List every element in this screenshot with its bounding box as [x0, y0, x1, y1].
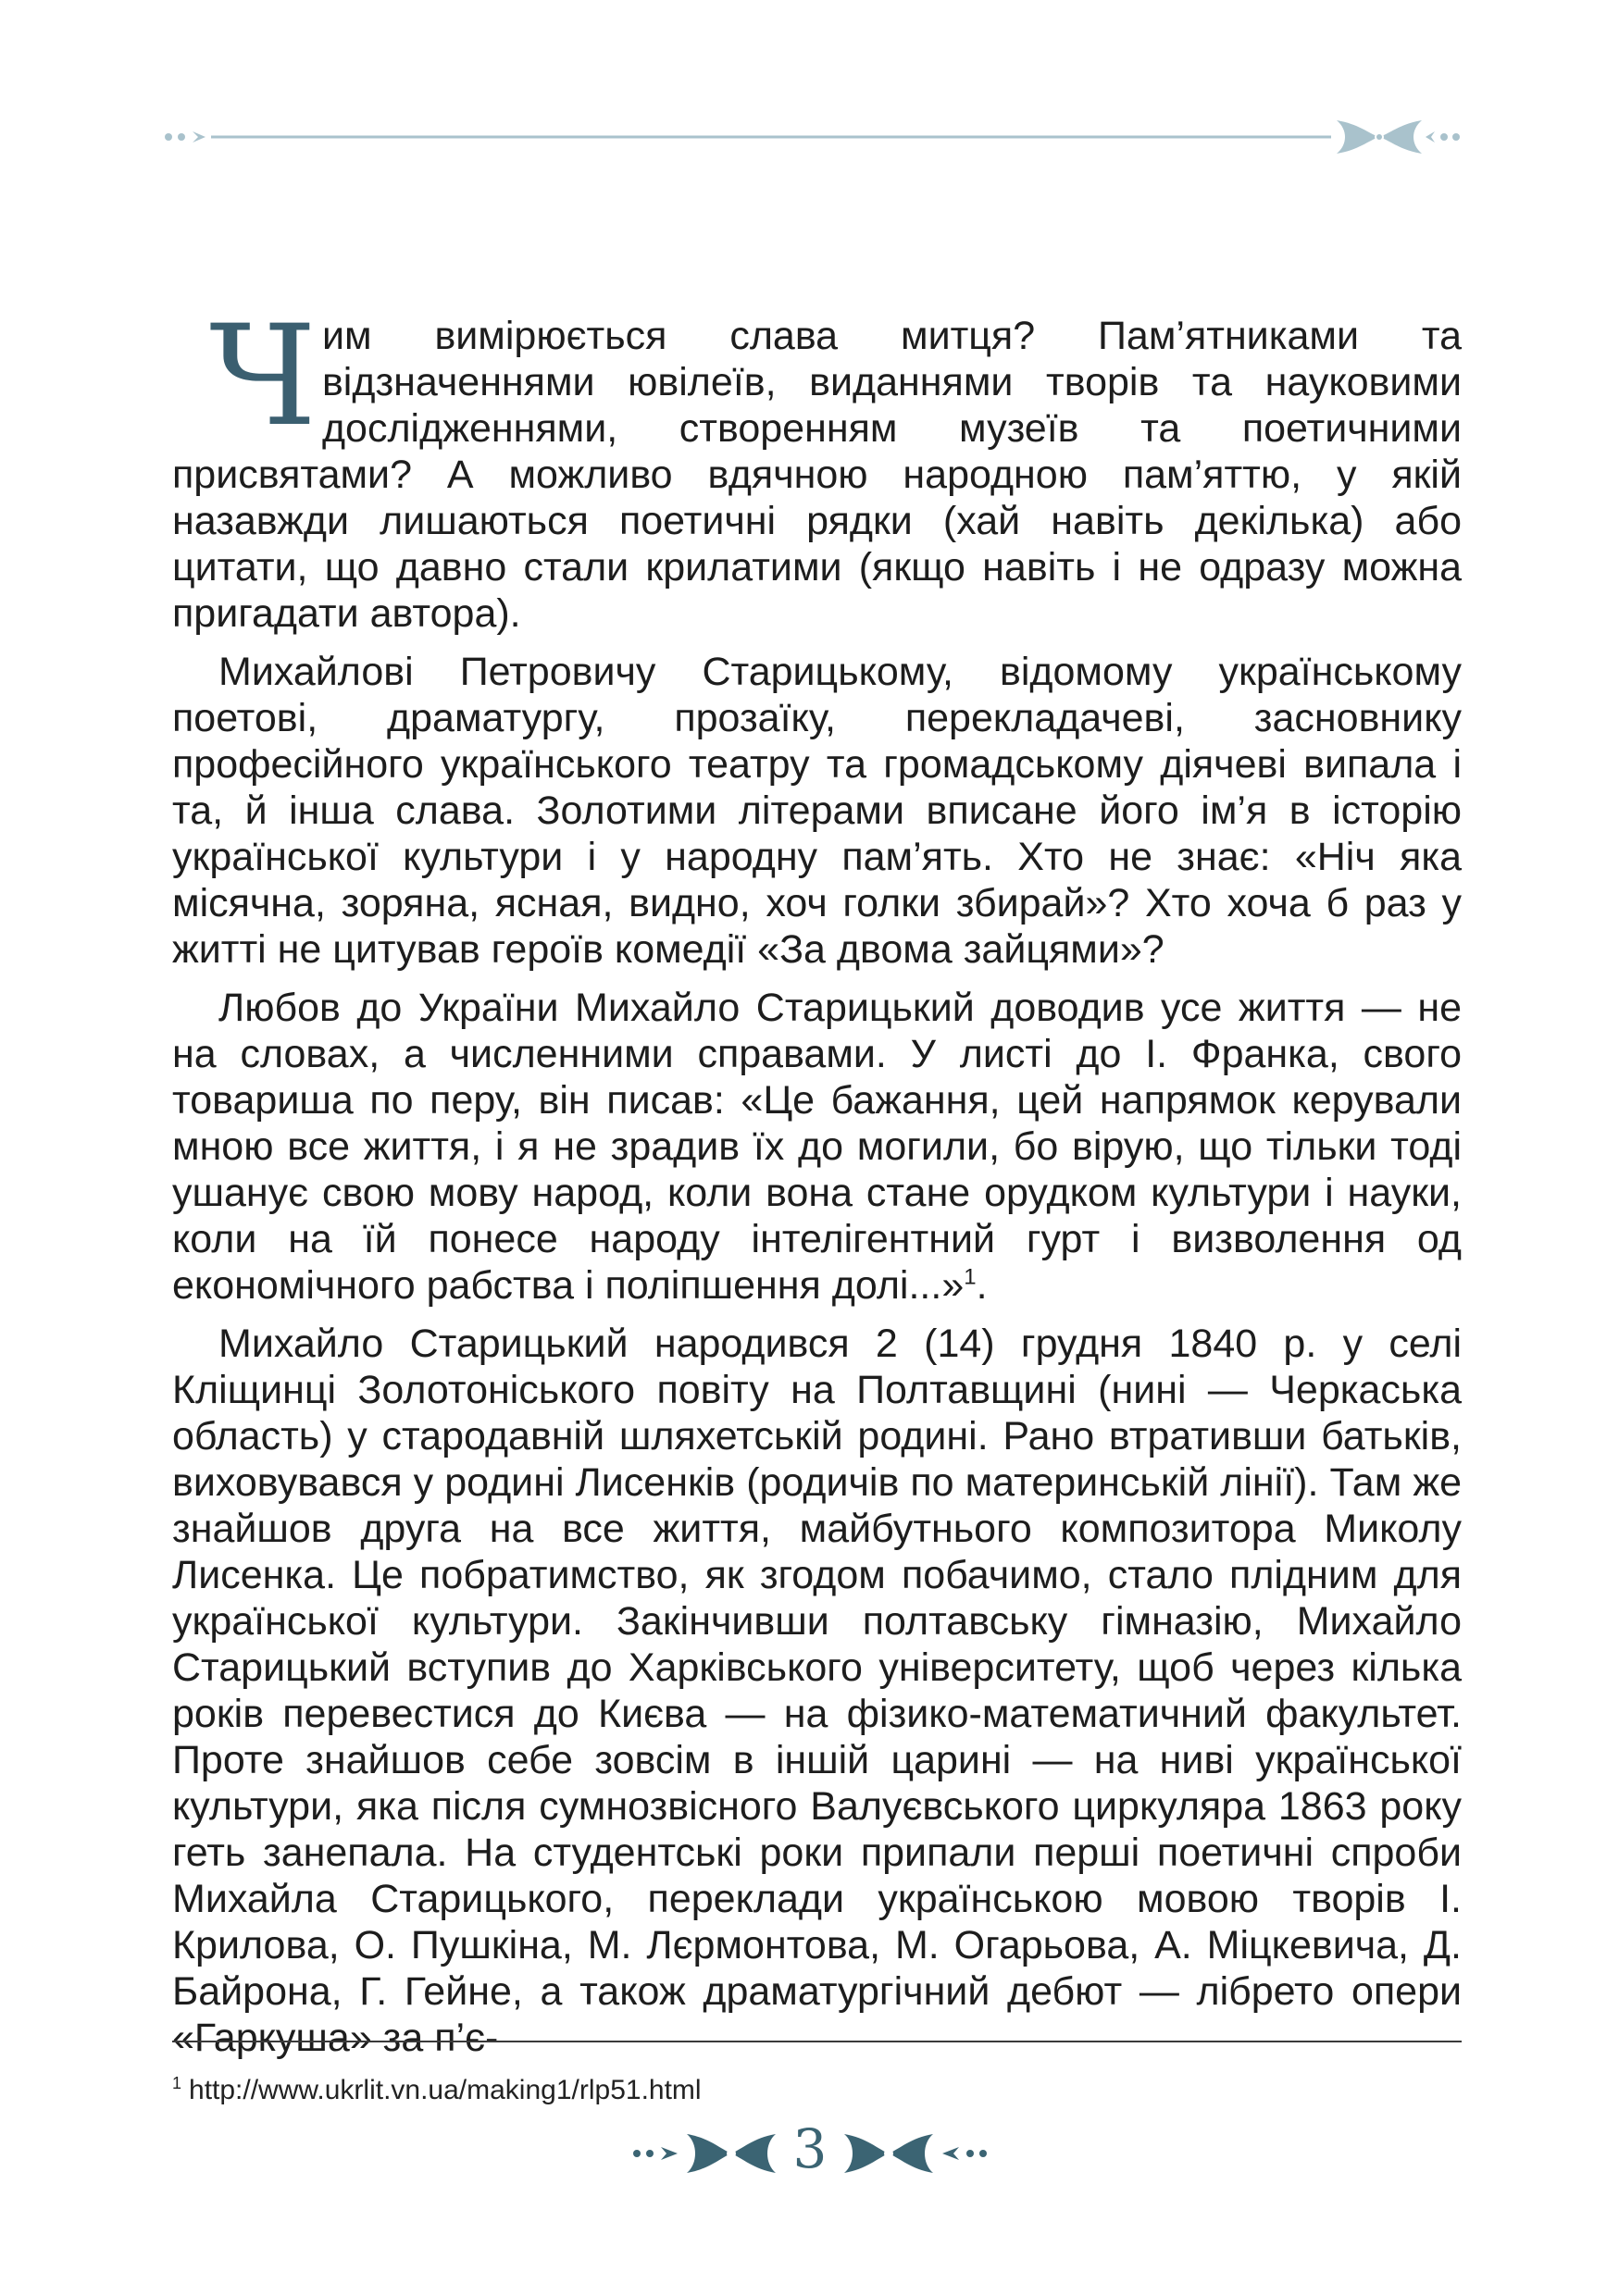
paragraph-3: [172, 985, 1462, 1309]
paragraph-4: Михайло Старицький народився 2 (14) грудня 1840 р. у селі Кліщинці Золотоніського повіту на Полтавщині (нині — Черкаська область) у стародавній шляхетській родині. Рано втративши батьків, виховувався у родині Лисенків (родичів по материнській лінії). Там же знайшов друга на все життя, майбутнього композитора Миколу Лисенка. Це побратимство, як згодом побачимо, стало плідним для української культури. Закінчивши полтавську гімназію, Михайло Старицький вступив до Харківського університету, щоб через кілька років перевестися до Києва — на фізико-математичний факультет. Проте знайшов себе зовсім в іншій царині — на ниві української культури, яка після сумнозвісного Валуєвського циркуляра 1863 року геть занепала. На студентські роки припали перші поетичні спроби Михайла Старицького, переклади українською мовою творів І. Крилова, О. Пушкіна, М. Лєрмонтова, М. Огарьова, А. Міцкевича, Д. Байрона, Г. Гейне, а також драматургічний дебют — лібрето опери «Гаркуша» за п’є-: [172, 1322, 1462, 2060]
footnote-ref-period: .: [976, 1263, 988, 1308]
paragraph-3-text: Любов до України Михайло Старицький доводив усе життя — не на словах, а численними справами. У листі до І. Франка, свого товариша по перу, він писав: «Це бажання, цей напрямок керували мною все життя, і я не зрадив їх до могили, бо вірую, що тільки тоді ушанує свою мову народ, коли вона стане орудком культури і науки, коли на їй понесе народу інтелігентний гурт і визволення од економічного рабства і поліпшення долі...»: [172, 986, 1462, 1308]
footnote-divider: [172, 2041, 1462, 2042]
article-body: [172, 296, 1462, 2073]
paragraph-1: [172, 296, 1462, 637]
header-ornament-icon: [165, 111, 1461, 163]
footnote-link[interactable]: http://www.ukrlit.vn.ua/making1/rlp51.html: [189, 2075, 702, 2105]
page-number: 3: [792, 2117, 828, 2180]
drop-cap: Ч: [209, 296, 317, 457]
footnote: [172, 2066, 1462, 2107]
footnote-reference[interactable]: 1: [964, 1264, 977, 1290]
footnote-mark: 1: [172, 2074, 182, 2092]
paragraph-2: Михайлові Петровичу Старицькому, відомому українському поетові, драматургу, прозаїку, перекладачеві, засновнику професійного українського театру та громадському діячеві випала і та, й інша слава. Золотими літерами вписане його ім’я в історію української культури і у народну пам’ять. Хто не знає: «Ніч яка місячна, зоряна, ясная, видно, хоч голки збирай»? Хто хоча б раз у житті не цитував героїв комедії «За двома зайцями»?: [172, 650, 1462, 972]
paragraph-1-text: им вимірюється слава митця? Пам’ятниками та відзначеннями ювілеїв, виданнями творів та науковими дослідженнями, створенням музеїв та поетичними присвятами? А можливо вдячною народною пам’яттю, у якій назавжди лишаються поетичні рядки (хай навіть декілька) або цитати, що давно стали крилатими (якщо навіть і не одразу можна пригадати автора).: [172, 314, 1462, 636]
